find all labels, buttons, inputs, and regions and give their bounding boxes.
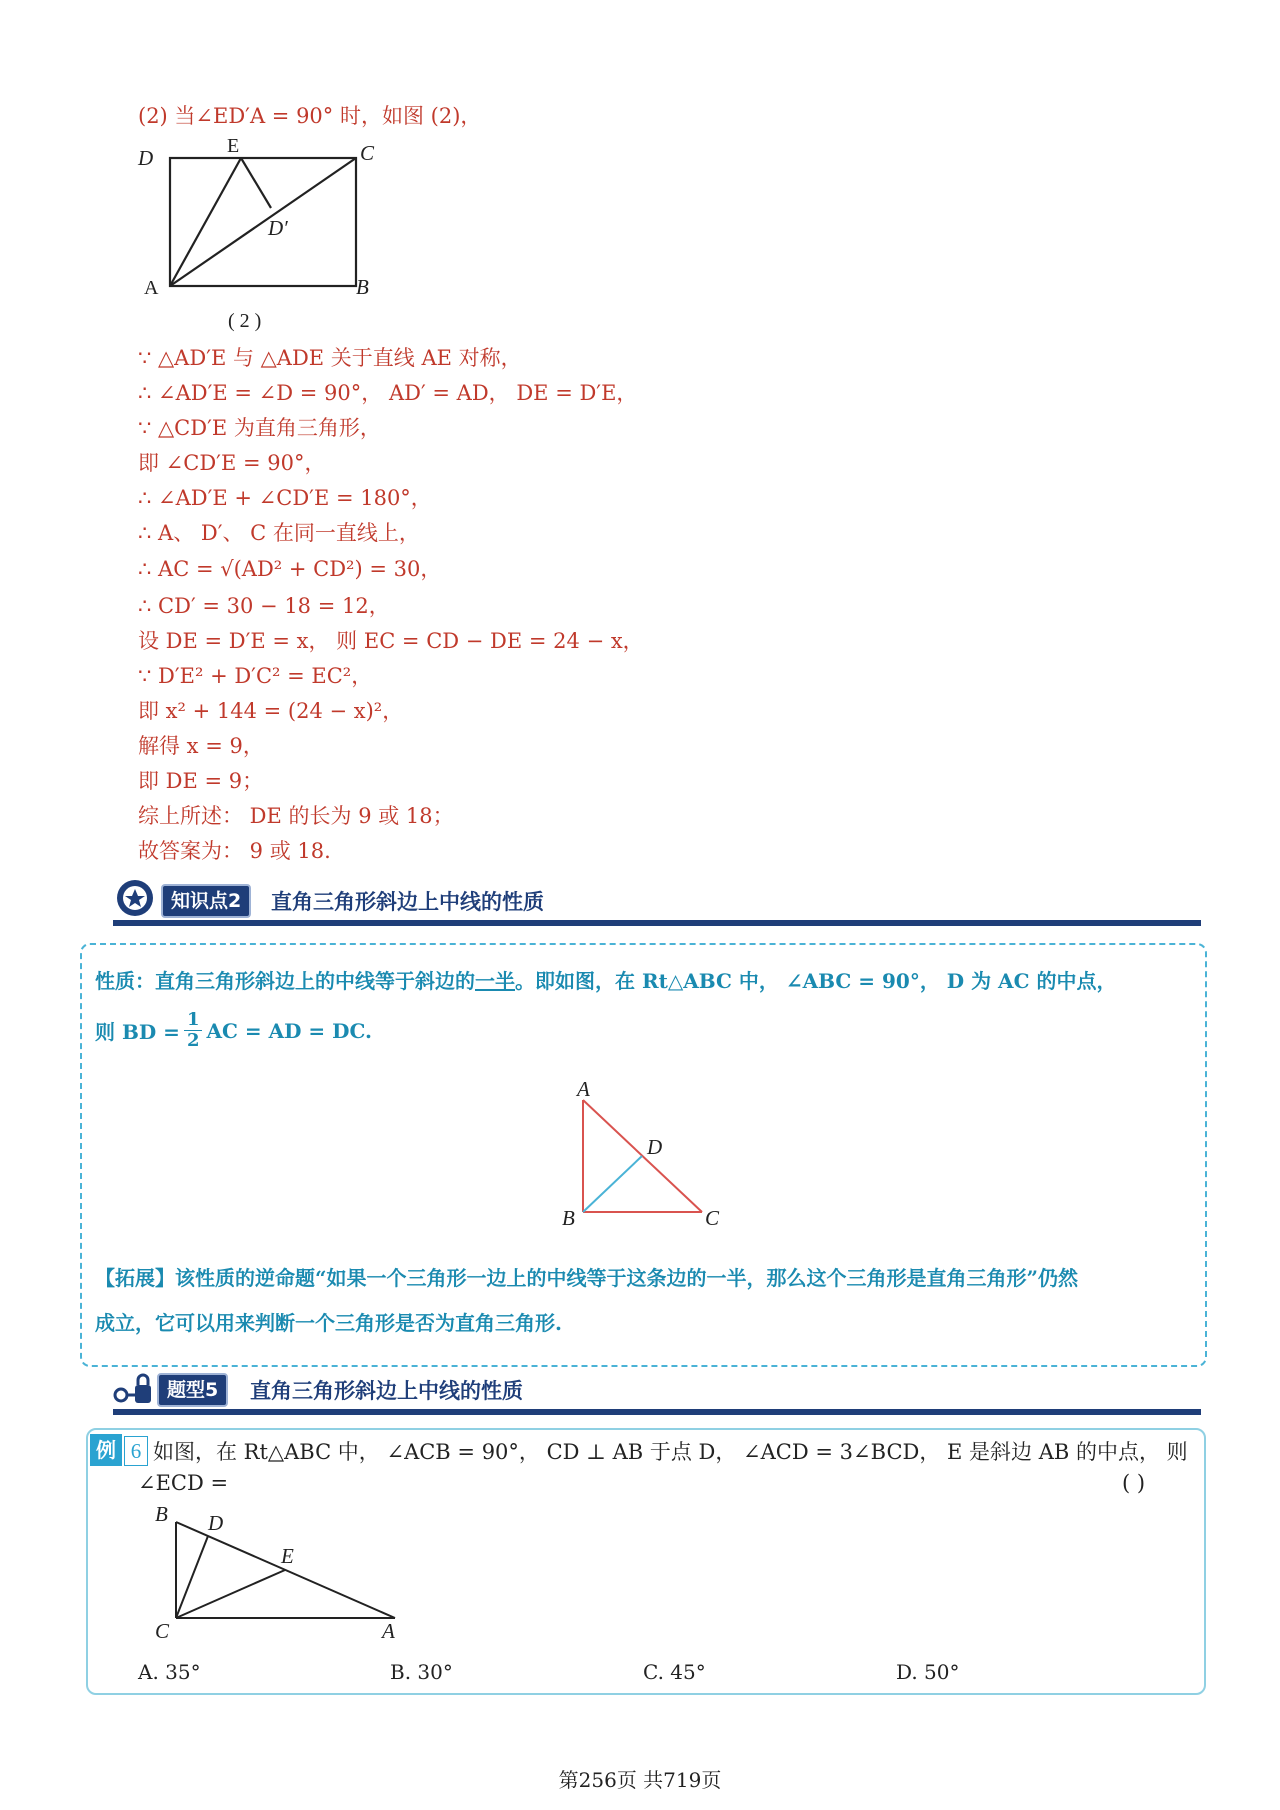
property-line2-rest: AC = AD = DC. xyxy=(206,1018,373,1043)
question-type-badge: 题型5 xyxy=(157,1373,228,1407)
example-triangle-figure xyxy=(150,1500,410,1645)
median-fig-label-A: A xyxy=(577,1080,590,1101)
solution-line-7: ∴ A、 D′、 C 在同一直线上， xyxy=(138,521,420,545)
section-divider-2 xyxy=(113,1409,1201,1415)
knowledge-point-icon xyxy=(115,878,155,918)
fig2-caption: ( 2 ) xyxy=(228,310,262,332)
solution-line-3: ∴ ∠AD′E = ∠D = 90°， AD′ = AD， DE = D′E， xyxy=(138,381,638,405)
solution-line-14: 即 DE = 9； xyxy=(138,769,264,793)
ex-fig-label-B: B xyxy=(155,1502,168,1526)
solution-line-8: ∴ AC = √(AD² + CD²) = 30， xyxy=(138,557,442,581)
ex-fig-label-C: C xyxy=(155,1619,170,1643)
solution-line-4: ∵ △CD′E 为直角三角形， xyxy=(138,416,381,440)
option-d[interactable]: D. 50° xyxy=(896,1660,960,1684)
section-header-knowledge xyxy=(113,878,1201,926)
rectangle-figure-2 xyxy=(130,130,390,335)
example-number: 6 xyxy=(124,1436,148,1466)
ex-fig-label-E: E xyxy=(281,1544,294,1568)
property-rest: 。即如图，在 Rt△ABC 中， ∠ABC = 90°， D 为 AC 的中点， xyxy=(515,969,1117,993)
section-badge: 知识点2 xyxy=(161,884,251,918)
property-underlined-word: 一半 xyxy=(475,969,515,993)
ex-fig-label-D: D xyxy=(208,1511,224,1535)
median-fig-label-C: C xyxy=(705,1206,720,1230)
example-badge: 例 xyxy=(90,1434,122,1466)
solution-line-10: 设 DE = D′E = x， 则 EC = CD − DE = 24 − x， xyxy=(138,629,644,653)
solution-line-9: ∴ CD′ = 30 − 18 = 12， xyxy=(138,594,390,618)
median-fig-label-B: B xyxy=(562,1206,575,1230)
extension-line-1: 【拓展】该性质的逆命题“如果一个三角形一边上的中线等于这条边的一半，那么这个三角形是直角三角形”仍然 xyxy=(95,1266,1079,1290)
fig2-label-E: E xyxy=(227,135,240,157)
fraction-denominator: 2 xyxy=(186,1030,200,1051)
property-line-1 xyxy=(95,965,1116,994)
fig2-label-D: D xyxy=(138,146,154,170)
solution-line-2: ∵ △AD′E 与 △ADE 关于直线 AE 对称， xyxy=(138,346,522,370)
option-b[interactable]: B. 30° xyxy=(390,1660,453,1684)
solution-line-11: ∵ D′E² + D′C² = EC²， xyxy=(138,664,373,688)
section-header-question-type xyxy=(113,1367,1201,1415)
solution-line-1: (2) 当∠ED′A = 90° 时，如图 (2)， xyxy=(138,104,482,128)
option-c[interactable]: C. 45° xyxy=(643,1660,706,1684)
fig2-label-C: C xyxy=(360,141,375,165)
extension-line-2: 成立，它可以用来判断一个三角形是否为直角三角形. xyxy=(95,1311,562,1335)
fig2-label-B: B xyxy=(356,275,369,299)
solution-line-12: 即 x² + 144 = (24 − x)²， xyxy=(138,699,404,723)
ex-fig-label-A: A xyxy=(382,1619,395,1643)
example-question-line-1: 如图，在 Rt△ABC 中， ∠ACB = 90°， CD ⊥ AB 于点 D， ∠ACD = 3∠BCD， E 是斜边 AB 的中点， 则 xyxy=(153,1440,1188,1464)
fig2-label-A: A xyxy=(144,277,159,299)
key-lock-icon xyxy=(113,1373,155,1407)
right-triangle-median-figure xyxy=(555,1080,735,1235)
property-prefix: 性质：直角三角形斜边上的中线等于斜边的 xyxy=(95,969,475,993)
property-line-2 xyxy=(95,1010,372,1051)
page-number-footer: 第256页 共719页 xyxy=(558,1768,722,1792)
property-line2-prefix: 则 BD = xyxy=(95,1020,180,1044)
solution-line-5: 即 ∠CD′E = 90°， xyxy=(138,451,326,475)
solution-line-6: ∴ ∠AD′E + ∠CD′E = 180°， xyxy=(138,486,432,510)
example-question-line-2: ∠ECD = xyxy=(138,1471,229,1495)
fraction-numerator: 1 xyxy=(184,1010,203,1031)
median-fig-label-D: D xyxy=(647,1135,663,1159)
answer-blank: ( ) xyxy=(1122,1471,1146,1495)
solution-line-15: 综上所述： DE 的长为 9 或 18； xyxy=(138,804,454,828)
fig2-label-Dprime: D′ xyxy=(268,216,288,240)
solution-line-16: 故答案为： 9 或 18. xyxy=(138,839,331,863)
question-type-title: 直角三角形斜边上中线的性质 xyxy=(250,1379,523,1403)
solution-line-13: 解得 x = 9， xyxy=(138,734,264,758)
fraction-one-half xyxy=(184,1010,203,1051)
section-divider xyxy=(113,920,1201,926)
option-a[interactable]: A. 35° xyxy=(138,1660,201,1684)
section-title: 直角三角形斜边上中线的性质 xyxy=(271,890,544,914)
